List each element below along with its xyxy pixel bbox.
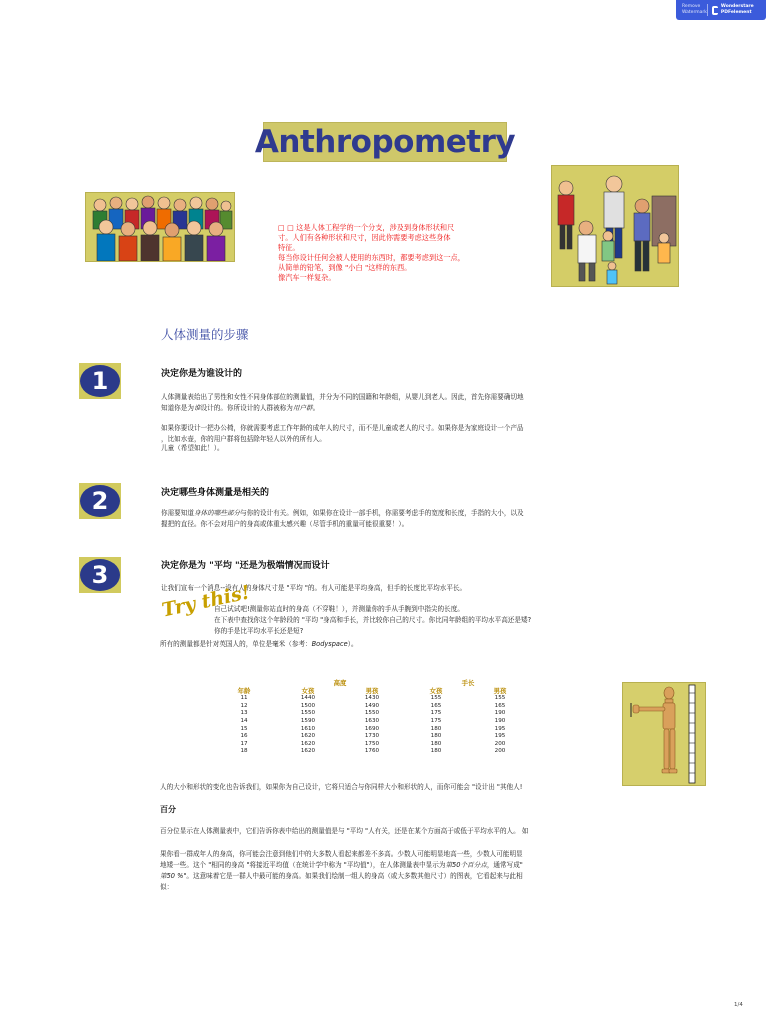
column-header: 男孩 (365, 686, 379, 695)
pdfelement-logo-icon (712, 6, 718, 15)
table-cell: 13 (240, 710, 248, 717)
table-cell: 1620 (300, 733, 316, 740)
paragraph-line: 似： (160, 883, 174, 891)
table-cell: 1550 (364, 710, 380, 717)
try-this-label: Try this! (160, 581, 252, 622)
table-cell: 180 (430, 725, 442, 732)
measurement-note (160, 639, 620, 650)
after-table-text: 人的大小和形状的变化也告诉我们，如果你为自己设计，它将只适合与你同样大小和形状的人，而你可能会 "设计出 "其他人! (160, 783, 523, 791)
step-2-text (161, 508, 621, 530)
text-run: 设计的。你所设计的人群被称为 (200, 404, 293, 412)
table-row (212, 726, 532, 734)
table-cell: 155 (494, 695, 506, 702)
intro-line: 寸。人们有各种形状和尺寸，因此你需要考虑这些身体 (278, 233, 451, 242)
height-group-header: 高度 (333, 679, 347, 687)
paragraph-line (160, 871, 630, 882)
step-number: 2 (80, 485, 120, 517)
column-header: 男孩 (493, 686, 507, 695)
table-cell: 1550 (300, 710, 316, 717)
text-run: 与你的设计有关。例如，如果你在设计一部手机，你需要考虑手的宽度和长度，手指的大小，以及 (240, 509, 524, 517)
text-run: "。这意味着它是一群人中最可能的身高。如果我们绘制一组人的身高（或大多数其他尺寸）的图表，它看起来与此相 (183, 872, 523, 880)
percentile-text-1: 百分位显示在人体测量表中，它们告诉你表中给出的测量值是与 "平均 "人有关，还是在某个方面高于或低于平均水平的人。 如 (160, 827, 529, 835)
step-2-badge (79, 483, 121, 519)
text-run: 你需要知道 (161, 509, 194, 517)
measurement-table (212, 680, 532, 756)
table-cell: 190 (494, 710, 506, 717)
emphasis: Bodyspace (311, 640, 348, 648)
paragraph-line: 人体测量表给出了男性和女性不同身体部位的测量值，并分为不同的国籍和年龄组，从婴儿到老人。因此，首先你需要确切地 (161, 393, 524, 401)
step-1-badge (79, 363, 121, 399)
text-run: ）。 (347, 640, 358, 648)
table-row (212, 695, 532, 703)
table-cell: 180 (430, 748, 442, 755)
table-cell: 200 (494, 748, 506, 755)
text-run: 知道你是为 (161, 404, 194, 412)
table-cell: 180 (430, 733, 442, 740)
paragraph-line: 果你看一群成年人的身高，你可能会注意到他们中的大多数人看起来都差不多高。少数人可能明显地高一些，少数人可能明显 (160, 850, 523, 858)
table-cell: 1690 (364, 725, 380, 732)
emphasis: 第50 % (160, 872, 184, 880)
table-cell: 175 (430, 717, 442, 724)
table-cell: 11 (240, 695, 248, 702)
intro-text (278, 223, 493, 283)
table-cell: 18 (240, 748, 248, 755)
table-cell: 1590 (300, 717, 316, 724)
paragraph-line: 儿童（希望如此！）。 (161, 444, 224, 452)
table-row (212, 741, 532, 749)
emphasis: 身体的哪些部分 (193, 509, 241, 517)
text-run: 。 (312, 404, 320, 412)
step-3-heading: 决定你是为 "平均 "还是为极端情况而设计 (161, 561, 330, 571)
table-cell: 1760 (364, 748, 380, 755)
table-cell: 165 (430, 702, 442, 709)
step-3-badge (79, 557, 121, 593)
paragraph-line: 如果你要设计一把办公椅，你就需要考虑工作年龄的成年人的尺寸，而不是儿童或老人的尺寸。如果你是为家庭设计一个产品 (161, 424, 524, 432)
paragraph-line (161, 403, 621, 414)
table-row (212, 733, 532, 741)
pdfelement-label: Wonderstare PDFelement (720, 4, 754, 15)
page-title: Anthropometry (254, 124, 516, 160)
table-row (212, 748, 532, 756)
percentile-text-2 (160, 849, 630, 893)
table-cell: 195 (494, 733, 506, 740)
spacer (161, 414, 621, 423)
table-cell: 165 (494, 702, 506, 709)
table-cell: 1440 (300, 695, 316, 702)
paragraph-line (161, 508, 621, 519)
table-cell: 1610 (300, 725, 316, 732)
measuring-figure-illustration (622, 682, 706, 786)
paragraph-line: 自己试试吧!测量你站直时的身高（不穿鞋！），并测量你的手从手腕到中指尖的长度。 (214, 605, 464, 613)
table-row (212, 710, 532, 718)
intro-line: 每当你设计任何会被人使用的东西时，都要考虑到这一点， (278, 253, 465, 262)
paragraph-line: ，比如水壶，你的用户群将包括除年轻人以外的所有人。 (161, 435, 326, 443)
table-cell: 190 (494, 717, 506, 724)
table-cell: 1730 (364, 733, 380, 740)
step-1-text (161, 392, 621, 454)
table-cell: 200 (494, 740, 506, 747)
table-cell: 175 (430, 710, 442, 717)
intro-line: 从简单的铅笔，到像 "小白 "这样的东西。 (278, 263, 412, 272)
table-cell: 15 (240, 725, 248, 732)
hand-group-header: 手长 (461, 679, 475, 687)
crowd-illustration (85, 192, 235, 262)
table-cell: 1750 (364, 740, 380, 747)
table-cell: 1620 (300, 740, 316, 747)
table-row (212, 703, 532, 711)
step-2-heading: 决定哪些身体测量是相关的 (161, 488, 270, 498)
table-cell: 180 (430, 740, 442, 747)
intro-line: 特征。 (278, 243, 300, 252)
emphasis: 第50个百分点 (445, 861, 487, 869)
percentile-heading: 百分 (160, 805, 176, 814)
step-1-heading: 决定你是为谁设计的 (161, 369, 243, 379)
step-3-intro: 让我们宣布一个消息--没有人的身体尺寸是 "平均 "的。有人可能是平均身高，但手的长度比平均水平长。 (161, 584, 467, 592)
paragraph-line (160, 860, 630, 871)
paragraph-line: 在下表中查找你这个年龄段的 "平均 "身高和手长，并比较你自己的尺寸。你比同年龄组的平均水平高还是矮? (214, 616, 532, 624)
steps-heading: 人体测量的步骤 (161, 327, 249, 342)
table-cell: 14 (240, 717, 248, 724)
text-run: ，通常写成" (486, 861, 523, 869)
table-row (212, 718, 532, 726)
table-cell: 195 (494, 725, 506, 732)
page-number: 1/4 (734, 1002, 743, 1008)
step-number: 1 (80, 365, 120, 397)
intro-line: □ □ 这是人体工程学的一个分支，涉及到身体形状和尺 (278, 223, 455, 232)
remove-watermark-badge[interactable] (676, 0, 766, 20)
badge-divider (707, 4, 708, 16)
emphasis: 谁 (193, 404, 201, 412)
try-this-text (214, 604, 634, 637)
text-run: 所有的测量都是针对英国人的，单位是毫米（参考： (160, 640, 312, 648)
table-cell: 16 (240, 733, 248, 740)
table-cell: 1620 (300, 748, 316, 755)
table-cell: 1500 (300, 702, 316, 709)
table-cell: 1630 (364, 717, 380, 724)
table-cell: 1490 (364, 702, 380, 709)
column-header: 女孩 (429, 686, 443, 695)
table-cell: 12 (240, 702, 248, 709)
column-header: 女孩 (301, 686, 315, 695)
remove-watermark-label[interactable]: Remove Watermark (682, 4, 707, 15)
table-cell: 17 (240, 740, 248, 747)
emphasis: 用户群 (292, 404, 313, 412)
people-group-illustration (551, 165, 679, 287)
table-cell: 155 (430, 695, 442, 702)
step-number: 3 (80, 559, 120, 591)
intro-line: 像汽车一样复杂。 (278, 273, 336, 282)
table-cell: 1430 (364, 695, 380, 702)
paragraph-line: 握把的直径。你不会对用户的身高或体重太感兴趣（尽管手机的重量可能很重要！）。 (161, 520, 409, 528)
column-header: 年龄 (237, 686, 251, 695)
paragraph-line: 你的手是比平均水平长还是短? (214, 627, 304, 635)
text-run: 地矮一些。这个 "相同的身高 "将接近平均值（在统计学中称为 "平均值"），在人体测量表中显示为 (160, 861, 446, 869)
